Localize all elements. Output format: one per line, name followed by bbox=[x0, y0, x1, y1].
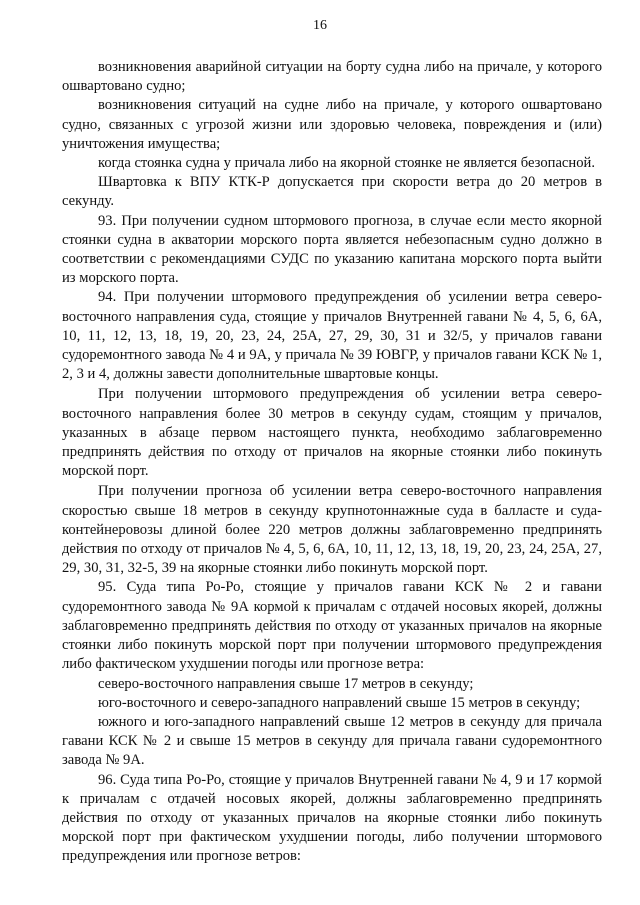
paragraph: При получении прогноза об усилении ветра северо-восточного направления скоростью свыше 18 метров в секунду крупнотоннажные суда в балласте и суда-контейнеровозы длиной более 220 метров должны заблаговременно предпринять действия по отходу от причалов № 4, 5, 6, 6А, 10, 11, 12, 13, 18, 19, 20, 23, 24, 25А, 27, 29, 30, 31, 32-5, 39 на якорные стоянки либо покинуть морской порт. bbox=[62, 483, 602, 577]
paragraph: юго-восточного и северо-западного направлений свыше 15 метров в секунду; bbox=[98, 694, 581, 711]
page-number: 16 bbox=[313, 18, 327, 33]
paragraph: 94. При получении штормового предупреждения об усилении ветра северо-восточного направления суда, стоящие у причалов Внутренней гавани № 4, 5, 6, 6А, 10, 11, 12, 13, 18, 19, 20, 23, 24, 25А, 27, 29, 30, 31 и 32/5, у причалов гавани судоремонтного завода № 4 и 9А, у причала № 39 ЮВГР, у причалов гавани КСК № 1, 2, 3 и 4, должны завести дополнительные швартовые концы. bbox=[62, 289, 602, 383]
paragraph: южного и юго-западного направлений свыше 12 метров в секунду для причала гавани КСК № 2 и свыше 15 метров в секунду для причала гавани судоремонтного завода № 9А. bbox=[62, 713, 602, 769]
paragraph: При получении штормового предупреждения об усилении ветра северо-восточного направления более 30 метров в секунду судам, стоящим у причалов, указанных в абзаце первом настоящего пункта, необходимо заблаговременно предпринять действия по отходу от причалов на якорные стоянки либо покинуть морской порт. bbox=[62, 386, 602, 480]
paragraph: 96. Суда типа Ро-Ро, стоящие у причалов Внутренней гавани № 4, 9 и 17 кормой к причалам с отдачей носовых якорей, должны заблаговременно предпринять действия по отходу от указанных причалов на якорные стоянки либо покинуть морской порт при фактическом ухудшении погоды, либо получении штормового предупреждения или прогнозе ветров: bbox=[62, 771, 602, 865]
paragraph: 93. При получении судном штормового прогноза, в случае если место якорной стоянки судна в акватории морского порта является небезопасным судно должно в соответствии с рекомендациями СУДС по указанию капитана морского порта выйти из морского порта. bbox=[62, 212, 602, 287]
paragraph: северо-восточного направления свыше 17 метров в секунду; bbox=[98, 675, 474, 692]
document-body bbox=[62, 58, 602, 867]
paragraph: возникновения аварийной ситуации на борту судна либо на причале, у которого ошвартовано судно; bbox=[62, 59, 602, 95]
paragraph: возникновения ситуаций на судне либо на причале, у которого ошвартовано судно, связанных с угрозой жизни или здоровью человека, повреждения и (или) уничтожения имущества; bbox=[62, 97, 602, 152]
paragraph: когда стоянка судна у причала либо на якорной стоянке не является безопасной. bbox=[98, 155, 595, 172]
paragraph: Швартовка к ВПУ КТК-Р допускается при скорости ветра до 20 метров в секунду. bbox=[62, 174, 602, 210]
paragraph: 95. Суда типа Ро-Ро, стоящие у причалов гавани КСК № 2 и гавани судоремонтного завода № 9А кормой к причалам с отдачей носовых якорей, должны заблаговременно предпринять действия по отходу от указанных причалов на якорные стоянки либо покинуть морской порт при получении штормового предупреждения либо фактическом ухудшении погоды или прогнозе ветра: bbox=[62, 579, 602, 673]
